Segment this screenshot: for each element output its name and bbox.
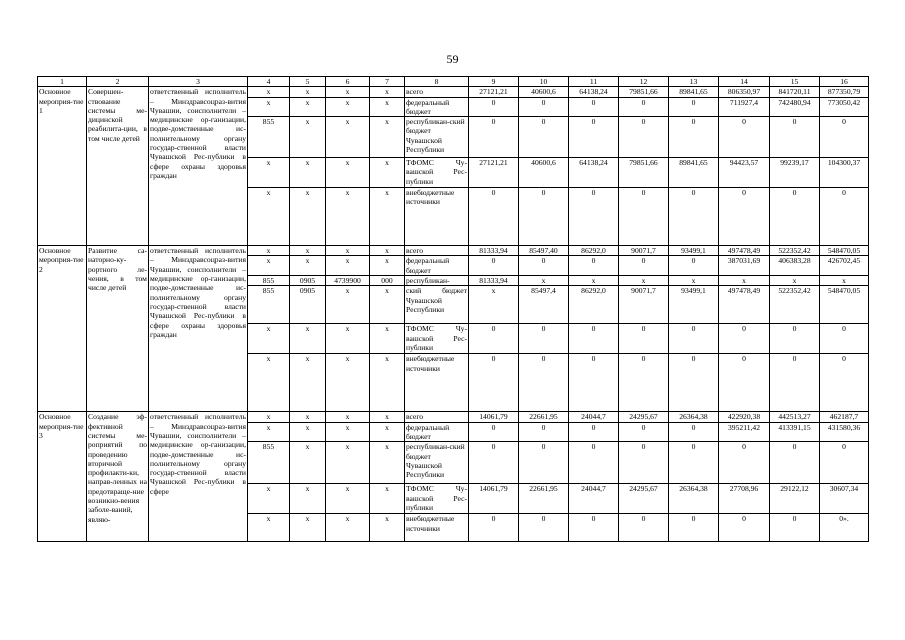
code-cell: x bbox=[370, 412, 405, 422]
value-cell: 548470,05 bbox=[820, 286, 869, 324]
code-cell: x bbox=[248, 97, 290, 117]
code-cell: x bbox=[326, 188, 370, 246]
code-cell: x bbox=[326, 117, 370, 158]
value-cell: 0 bbox=[469, 117, 519, 158]
value-cell: 14061,79 bbox=[469, 412, 519, 422]
value-cell: 0 bbox=[669, 97, 719, 117]
value-cell: 0 bbox=[469, 514, 519, 542]
value-cell: 387031,69 bbox=[719, 256, 770, 276]
value-cell: 0 bbox=[619, 324, 669, 354]
value-cell: 426702,45 bbox=[820, 256, 869, 276]
code-cell: x bbox=[290, 87, 326, 97]
code-cell: x bbox=[370, 484, 405, 514]
value-cell: 79851,66 bbox=[619, 158, 669, 188]
value-cell: 27121,21 bbox=[469, 158, 519, 188]
value-cell: 85497,40 bbox=[519, 246, 569, 256]
value-cell: 81333,94 bbox=[469, 246, 519, 256]
value-cell: 0 bbox=[820, 117, 869, 158]
value-cell: 0 bbox=[519, 324, 569, 354]
value-cell: 0 bbox=[669, 188, 719, 246]
value-cell: 0 bbox=[569, 422, 619, 442]
value-cell: 431580,36 bbox=[820, 422, 869, 442]
value-cell: 0 bbox=[669, 354, 719, 412]
value-cell: 462187,7 bbox=[820, 412, 869, 422]
code-cell: x bbox=[370, 514, 405, 542]
code-cell: x bbox=[248, 256, 290, 276]
column-number: 14 bbox=[719, 77, 770, 87]
value-cell: 0 bbox=[519, 117, 569, 158]
value-cell: 413391,15 bbox=[770, 422, 820, 442]
budget-table bbox=[37, 76, 869, 542]
code-cell: 000 bbox=[370, 276, 405, 286]
code-cell: 855 bbox=[248, 276, 290, 286]
column-number: 5 bbox=[290, 77, 326, 87]
code-cell: x bbox=[248, 484, 290, 514]
value-cell: 0 bbox=[519, 514, 569, 542]
code-cell: x bbox=[370, 87, 405, 97]
value-cell: 0 bbox=[519, 354, 569, 412]
value-cell: 0 bbox=[519, 256, 569, 276]
code-cell: x bbox=[290, 188, 326, 246]
value-cell: 497478,49 bbox=[719, 286, 770, 324]
value-cell: 0 bbox=[770, 442, 820, 484]
value-cell: 841720,11 bbox=[770, 87, 820, 97]
code-cell: x bbox=[326, 158, 370, 188]
value-cell: 29122,12 bbox=[770, 484, 820, 514]
value-cell: 773050,42 bbox=[820, 97, 869, 117]
value-cell: 0 bbox=[469, 97, 519, 117]
funding-source: всего bbox=[405, 412, 469, 422]
code-cell: x bbox=[248, 158, 290, 188]
code-cell: x bbox=[326, 256, 370, 276]
code-cell: x bbox=[248, 514, 290, 542]
code-cell: x bbox=[370, 256, 405, 276]
value-cell: 27708,96 bbox=[719, 484, 770, 514]
value-cell: 406383,28 bbox=[770, 256, 820, 276]
value-cell: 85497,4 bbox=[519, 286, 569, 324]
code-cell: 855 bbox=[248, 442, 290, 484]
code-cell: x bbox=[326, 484, 370, 514]
value-cell: 0 bbox=[469, 422, 519, 442]
value-cell: x bbox=[820, 276, 869, 286]
column-number: 8 bbox=[405, 77, 469, 87]
funding-source: федеральный бюджет bbox=[405, 97, 469, 117]
value-cell: 522352,42 bbox=[770, 246, 820, 256]
value-cell: 30607,34 bbox=[820, 484, 869, 514]
value-cell: x bbox=[770, 276, 820, 286]
value-cell: 0 bbox=[619, 256, 669, 276]
value-cell: 104300,37 bbox=[820, 158, 869, 188]
code-cell: x bbox=[290, 256, 326, 276]
funding-source: республикан-ский бюджет Чувашской Республики bbox=[405, 117, 469, 158]
table-row bbox=[38, 87, 869, 97]
value-cell: 86292,0 bbox=[569, 286, 619, 324]
code-cell: x bbox=[326, 412, 370, 422]
funding-source: внебюджетные источники bbox=[405, 514, 469, 542]
funding-source: всего bbox=[405, 246, 469, 256]
value-cell: 0 bbox=[770, 117, 820, 158]
code-cell: x bbox=[290, 246, 326, 256]
code-cell: x bbox=[370, 324, 405, 354]
funding-source: всего bbox=[405, 87, 469, 97]
value-cell: x bbox=[569, 276, 619, 286]
value-cell: 0 bbox=[770, 514, 820, 542]
code-cell: x bbox=[290, 97, 326, 117]
value-cell: 0 bbox=[619, 514, 669, 542]
value-cell: 497478,49 bbox=[719, 246, 770, 256]
value-cell: 0 bbox=[569, 324, 619, 354]
value-cell: 24044,7 bbox=[569, 412, 619, 422]
value-cell: 14061,79 bbox=[469, 484, 519, 514]
code-cell: x bbox=[248, 354, 290, 412]
column-number: 9 bbox=[469, 77, 519, 87]
value-cell: 806350,97 bbox=[719, 87, 770, 97]
column-number: 12 bbox=[619, 77, 669, 87]
column-number: 4 bbox=[248, 77, 290, 87]
funding-source: ТФОМС Чу-вашской Рес-публики bbox=[406, 158, 467, 186]
measure-executor: ответственный исполнитель – Минздравсоцраз-вития Чувашии, соисполнители – медицинские ор-ганизации, подве-домственные ис-полнительному органу государ-ственной власти Чувашской Рес-публики в сфере охраны здоровья граждан bbox=[149, 87, 248, 246]
code-cell: x bbox=[248, 412, 290, 422]
funding-source: федеральный бюджет bbox=[405, 422, 469, 442]
value-cell: 0 bbox=[519, 97, 569, 117]
value-cell: 0 bbox=[469, 324, 519, 354]
measure-executor: ответственный исполнитель – Минздравсоцраз-вития Чувашии, соисполнители – медицинские ор-ганизации, подве-домственные ис-полнительному органу государ-ственной власти Чувашской Рес-публики в сфере охраны здоровья граждан bbox=[149, 246, 248, 412]
value-cell: 0 bbox=[669, 324, 719, 354]
value-cell: 395211,42 bbox=[719, 422, 770, 442]
value-cell: 0 bbox=[669, 442, 719, 484]
measure-executor: ответственный исполнитель – Минздравсоцраз-вития Чувашии, соисполнители – медицинские ор-ганизации, подве-домственные ис-полнительному органу государ-ственной власти Чувашской Рес-публики в сфере bbox=[149, 412, 248, 542]
value-cell: 0 bbox=[619, 422, 669, 442]
value-cell: 0 bbox=[519, 422, 569, 442]
value-cell: 0 bbox=[770, 188, 820, 246]
value-cell: 0 bbox=[669, 514, 719, 542]
column-number: 11 bbox=[569, 77, 619, 87]
code-cell: x bbox=[326, 97, 370, 117]
column-number: 2 bbox=[87, 77, 149, 87]
funding-source: республикан-ский бюджет Чувашской Республики bbox=[405, 442, 469, 484]
value-cell: 0 bbox=[619, 354, 669, 412]
code-cell: 4739900 bbox=[326, 276, 370, 286]
code-cell: x bbox=[326, 87, 370, 97]
value-cell: 0 bbox=[820, 188, 869, 246]
value-cell: 442513,27 bbox=[770, 412, 820, 422]
value-cell: 0 bbox=[719, 442, 770, 484]
value-cell: 0 bbox=[519, 442, 569, 484]
value-cell: x bbox=[669, 276, 719, 286]
value-cell: 0 bbox=[770, 324, 820, 354]
value-cell: 0 bbox=[569, 442, 619, 484]
code-cell: x bbox=[326, 514, 370, 542]
value-cell: 0 bbox=[719, 117, 770, 158]
code-cell: x bbox=[290, 442, 326, 484]
column-number: 15 bbox=[770, 77, 820, 87]
code-cell: x bbox=[370, 158, 405, 188]
column-number: 7 bbox=[370, 77, 405, 87]
code-cell: x bbox=[290, 158, 326, 188]
code-cell: x bbox=[370, 442, 405, 484]
code-cell: 855 bbox=[248, 117, 290, 158]
value-cell: 0 bbox=[469, 354, 519, 412]
value-cell: 90071,7 bbox=[619, 286, 669, 324]
measure-title: Основное мероприя-тие 1 bbox=[38, 87, 87, 246]
value-cell: 0 bbox=[820, 442, 869, 484]
value-cell: 0 bbox=[569, 354, 619, 412]
value-cell: 0 bbox=[669, 117, 719, 158]
value-cell: 0 bbox=[519, 188, 569, 246]
value-cell: 26364,38 bbox=[669, 484, 719, 514]
code-cell: x bbox=[290, 117, 326, 158]
value-cell: 40600,6 bbox=[519, 87, 569, 97]
value-cell: 89841,65 bbox=[669, 158, 719, 188]
value-cell: 79851,66 bbox=[619, 87, 669, 97]
code-cell: x bbox=[290, 354, 326, 412]
value-cell: x bbox=[619, 276, 669, 286]
value-cell: 0 bbox=[569, 117, 619, 158]
value-cell: 86292,0 bbox=[569, 246, 619, 256]
column-number: 13 bbox=[669, 77, 719, 87]
value-cell: x bbox=[519, 276, 569, 286]
value-cell: 0 bbox=[619, 442, 669, 484]
value-cell: 0 bbox=[669, 256, 719, 276]
value-cell: x bbox=[469, 286, 519, 324]
value-cell: 877350,79 bbox=[820, 87, 869, 97]
value-cell: 26364,38 bbox=[669, 412, 719, 422]
code-cell: x bbox=[248, 422, 290, 442]
value-cell: 90071,7 bbox=[619, 246, 669, 256]
code-cell: x bbox=[370, 97, 405, 117]
code-cell: 0905 bbox=[290, 286, 326, 324]
code-cell: x bbox=[370, 422, 405, 442]
value-cell: 0 bbox=[569, 514, 619, 542]
value-cell: 24295,67 bbox=[619, 412, 669, 422]
value-cell: 40600,6 bbox=[519, 158, 569, 188]
column-number: 16 bbox=[820, 77, 869, 87]
code-cell: x bbox=[290, 484, 326, 514]
measure-title: Основное мероприя-тие 2 bbox=[38, 246, 87, 412]
code-cell: x bbox=[370, 188, 405, 246]
value-cell: 0 bbox=[569, 97, 619, 117]
value-cell: 64138,24 bbox=[569, 87, 619, 97]
value-cell: 89841,65 bbox=[669, 87, 719, 97]
funding-source: ТФОМС Чу-вашской Рес-публики bbox=[406, 484, 467, 512]
value-cell: 0 bbox=[820, 354, 869, 412]
value-cell: 522352,42 bbox=[770, 286, 820, 324]
code-cell: x bbox=[290, 324, 326, 354]
code-cell: x bbox=[326, 286, 370, 324]
value-cell: 711927,4 bbox=[719, 97, 770, 117]
value-cell: 27121,21 bbox=[469, 87, 519, 97]
value-cell: 0 bbox=[719, 324, 770, 354]
code-cell: x bbox=[370, 354, 405, 412]
column-number: 10 bbox=[519, 77, 569, 87]
value-cell: 64138,24 bbox=[569, 158, 619, 188]
value-cell: 22661,95 bbox=[519, 412, 569, 422]
value-cell: 99239,17 bbox=[770, 158, 820, 188]
page-number: 59 bbox=[446, 52, 459, 66]
funding-source: ТФОМС Чу-вашской Рес-публики bbox=[406, 324, 467, 352]
column-number: 6 bbox=[326, 77, 370, 87]
measure-description: Развитие са-наторно-ку-рортного ле-чения, в том числе детей bbox=[87, 246, 149, 412]
value-cell: x bbox=[719, 276, 770, 286]
value-cell: 548470,05 bbox=[820, 246, 869, 256]
value-cell: 0». bbox=[820, 514, 869, 542]
value-cell: 24044,7 bbox=[569, 484, 619, 514]
table-row bbox=[38, 412, 869, 422]
funding-source: ский бюджет Чувашской Республики bbox=[405, 286, 469, 324]
code-cell: x bbox=[248, 188, 290, 246]
code-cell: 0905 bbox=[290, 276, 326, 286]
value-cell: 0 bbox=[719, 514, 770, 542]
value-cell: 0 bbox=[619, 97, 669, 117]
value-cell: 93499,1 bbox=[669, 286, 719, 324]
code-cell: x bbox=[248, 87, 290, 97]
funding-source: внебюджетные источники bbox=[405, 188, 469, 246]
value-cell: 742480,94 bbox=[770, 97, 820, 117]
column-number: 3 bbox=[149, 77, 248, 87]
code-cell: x bbox=[326, 324, 370, 354]
code-cell: x bbox=[248, 324, 290, 354]
value-cell: 0 bbox=[719, 354, 770, 412]
value-cell: 0 bbox=[469, 256, 519, 276]
code-cell: x bbox=[326, 354, 370, 412]
code-cell: x bbox=[290, 514, 326, 542]
value-cell: 0 bbox=[719, 188, 770, 246]
code-cell: x bbox=[326, 246, 370, 256]
code-cell: x bbox=[326, 422, 370, 442]
code-cell: x bbox=[248, 246, 290, 256]
code-cell: x bbox=[290, 412, 326, 422]
value-cell: 94423,57 bbox=[719, 158, 770, 188]
value-cell: 0 bbox=[469, 442, 519, 484]
value-cell: 0 bbox=[469, 188, 519, 246]
measure-description: Создание эф-фективной системы ме-роприятий по проведению вторичной профилакти-ки, направ-ленных на предотвраще-ние возникно-вения заболе-ваний, являю- bbox=[87, 412, 149, 542]
value-cell: 0 bbox=[569, 256, 619, 276]
value-cell: 93499,1 bbox=[669, 246, 719, 256]
code-cell: x bbox=[370, 286, 405, 324]
code-cell: 855 bbox=[248, 286, 290, 324]
value-cell: 0 bbox=[820, 324, 869, 354]
table-row bbox=[38, 246, 869, 256]
code-cell: x bbox=[290, 422, 326, 442]
value-cell: 0 bbox=[770, 354, 820, 412]
value-cell: 0 bbox=[669, 422, 719, 442]
header-row bbox=[38, 77, 869, 87]
funding-source: федеральный бюджет bbox=[405, 256, 469, 276]
value-cell: 81333,94 bbox=[469, 276, 519, 286]
code-cell: x bbox=[326, 442, 370, 484]
value-cell: 422920,38 bbox=[719, 412, 770, 422]
column-number: 1 bbox=[38, 77, 87, 87]
funding-source: республикан- bbox=[405, 276, 469, 286]
code-cell: x bbox=[370, 117, 405, 158]
value-cell: 0 bbox=[569, 188, 619, 246]
funding-source: внебюджетные источники bbox=[405, 354, 469, 412]
value-cell: 0 bbox=[619, 117, 669, 158]
value-cell: 0 bbox=[619, 188, 669, 246]
value-cell: 22661,95 bbox=[519, 484, 569, 514]
measure-title: Основное мероприя-тие 3 bbox=[38, 412, 87, 542]
value-cell: 24295,67 bbox=[619, 484, 669, 514]
code-cell: x bbox=[370, 246, 405, 256]
measure-description: Совершен-ствование системы ме-дицинской реабилита-ции, в том числе детей bbox=[87, 87, 149, 246]
